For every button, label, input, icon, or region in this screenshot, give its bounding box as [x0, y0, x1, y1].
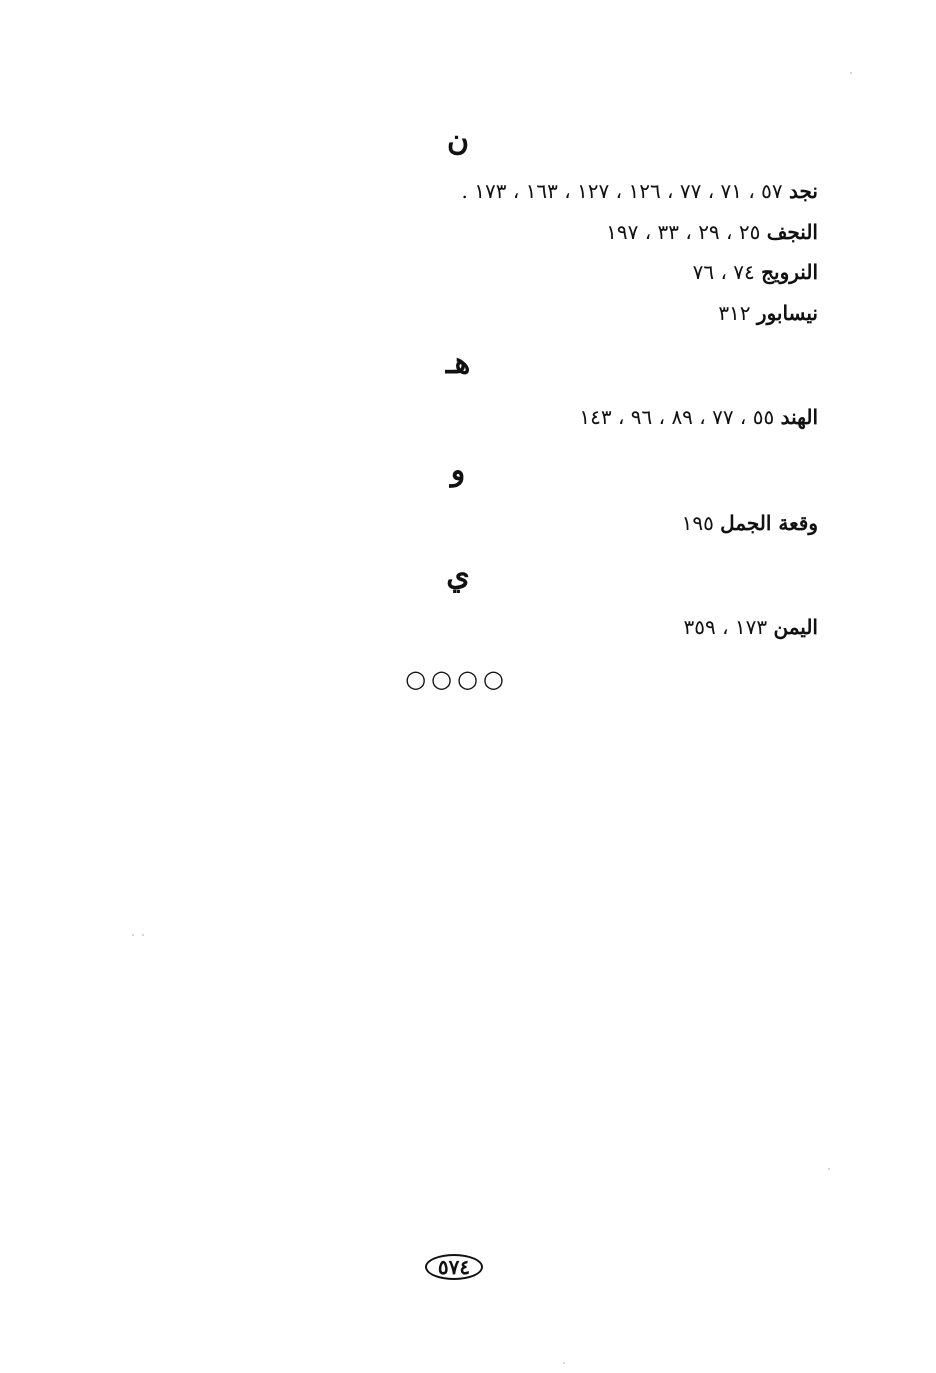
index-entry-nishapur — [298, 301, 818, 325]
entry-pages: ١٩٥ — [681, 511, 714, 535]
scan-speck — [132, 934, 134, 936]
index-entry-india — [298, 405, 818, 429]
section-letter-ya: ي — [446, 558, 470, 593]
section-letter-ha: هـ — [445, 346, 471, 381]
index-entry-najd — [298, 179, 818, 203]
scan-speck — [828, 1168, 830, 1170]
entry-name: الهند — [780, 405, 818, 429]
scan-speck — [850, 72, 852, 74]
section-end-divider: ○○○○ — [405, 665, 509, 693]
page-number: ٥٧٤ — [425, 1254, 483, 1280]
scan-speck — [142, 934, 144, 936]
entry-pages: ٢٥ ، ٢٩ ، ٣٣ ، ١٩٧ — [606, 220, 761, 244]
entry-pages: ٥٥ ، ٧٧ ، ٨٩ ، ٩٦ ، ١٤٣ — [579, 405, 775, 429]
entry-pages: ٣١٢ — [718, 301, 751, 325]
scan-speck — [563, 1362, 565, 1364]
entry-name: النرويج — [761, 260, 818, 284]
section-letter-noon: ن — [446, 123, 470, 158]
entry-name: اليمن — [773, 615, 818, 639]
index-entry-battle-of-the-camel — [298, 511, 818, 535]
entry-name: نيسابور — [756, 301, 818, 325]
index-entry-yemen — [298, 615, 818, 639]
entry-name: النجف — [766, 220, 818, 244]
section-letter-waw: و — [450, 453, 466, 488]
entry-name: وقعة الجمل — [720, 511, 818, 535]
entry-pages: ٧٤ ، ٧٦ — [692, 260, 755, 284]
entry-pages: ١٧٣ ، ٣٥٩ — [683, 615, 768, 639]
index-entry-najaf — [298, 220, 818, 244]
entry-name: نجد — [789, 179, 818, 203]
entry-pages: ٥٧ ، ٧١ ، ٧٧ ، ١٢٦ ، ١٢٧ ، ١٦٣ ، ١٧٣ . — [461, 179, 783, 203]
index-entry-norway — [298, 260, 818, 284]
